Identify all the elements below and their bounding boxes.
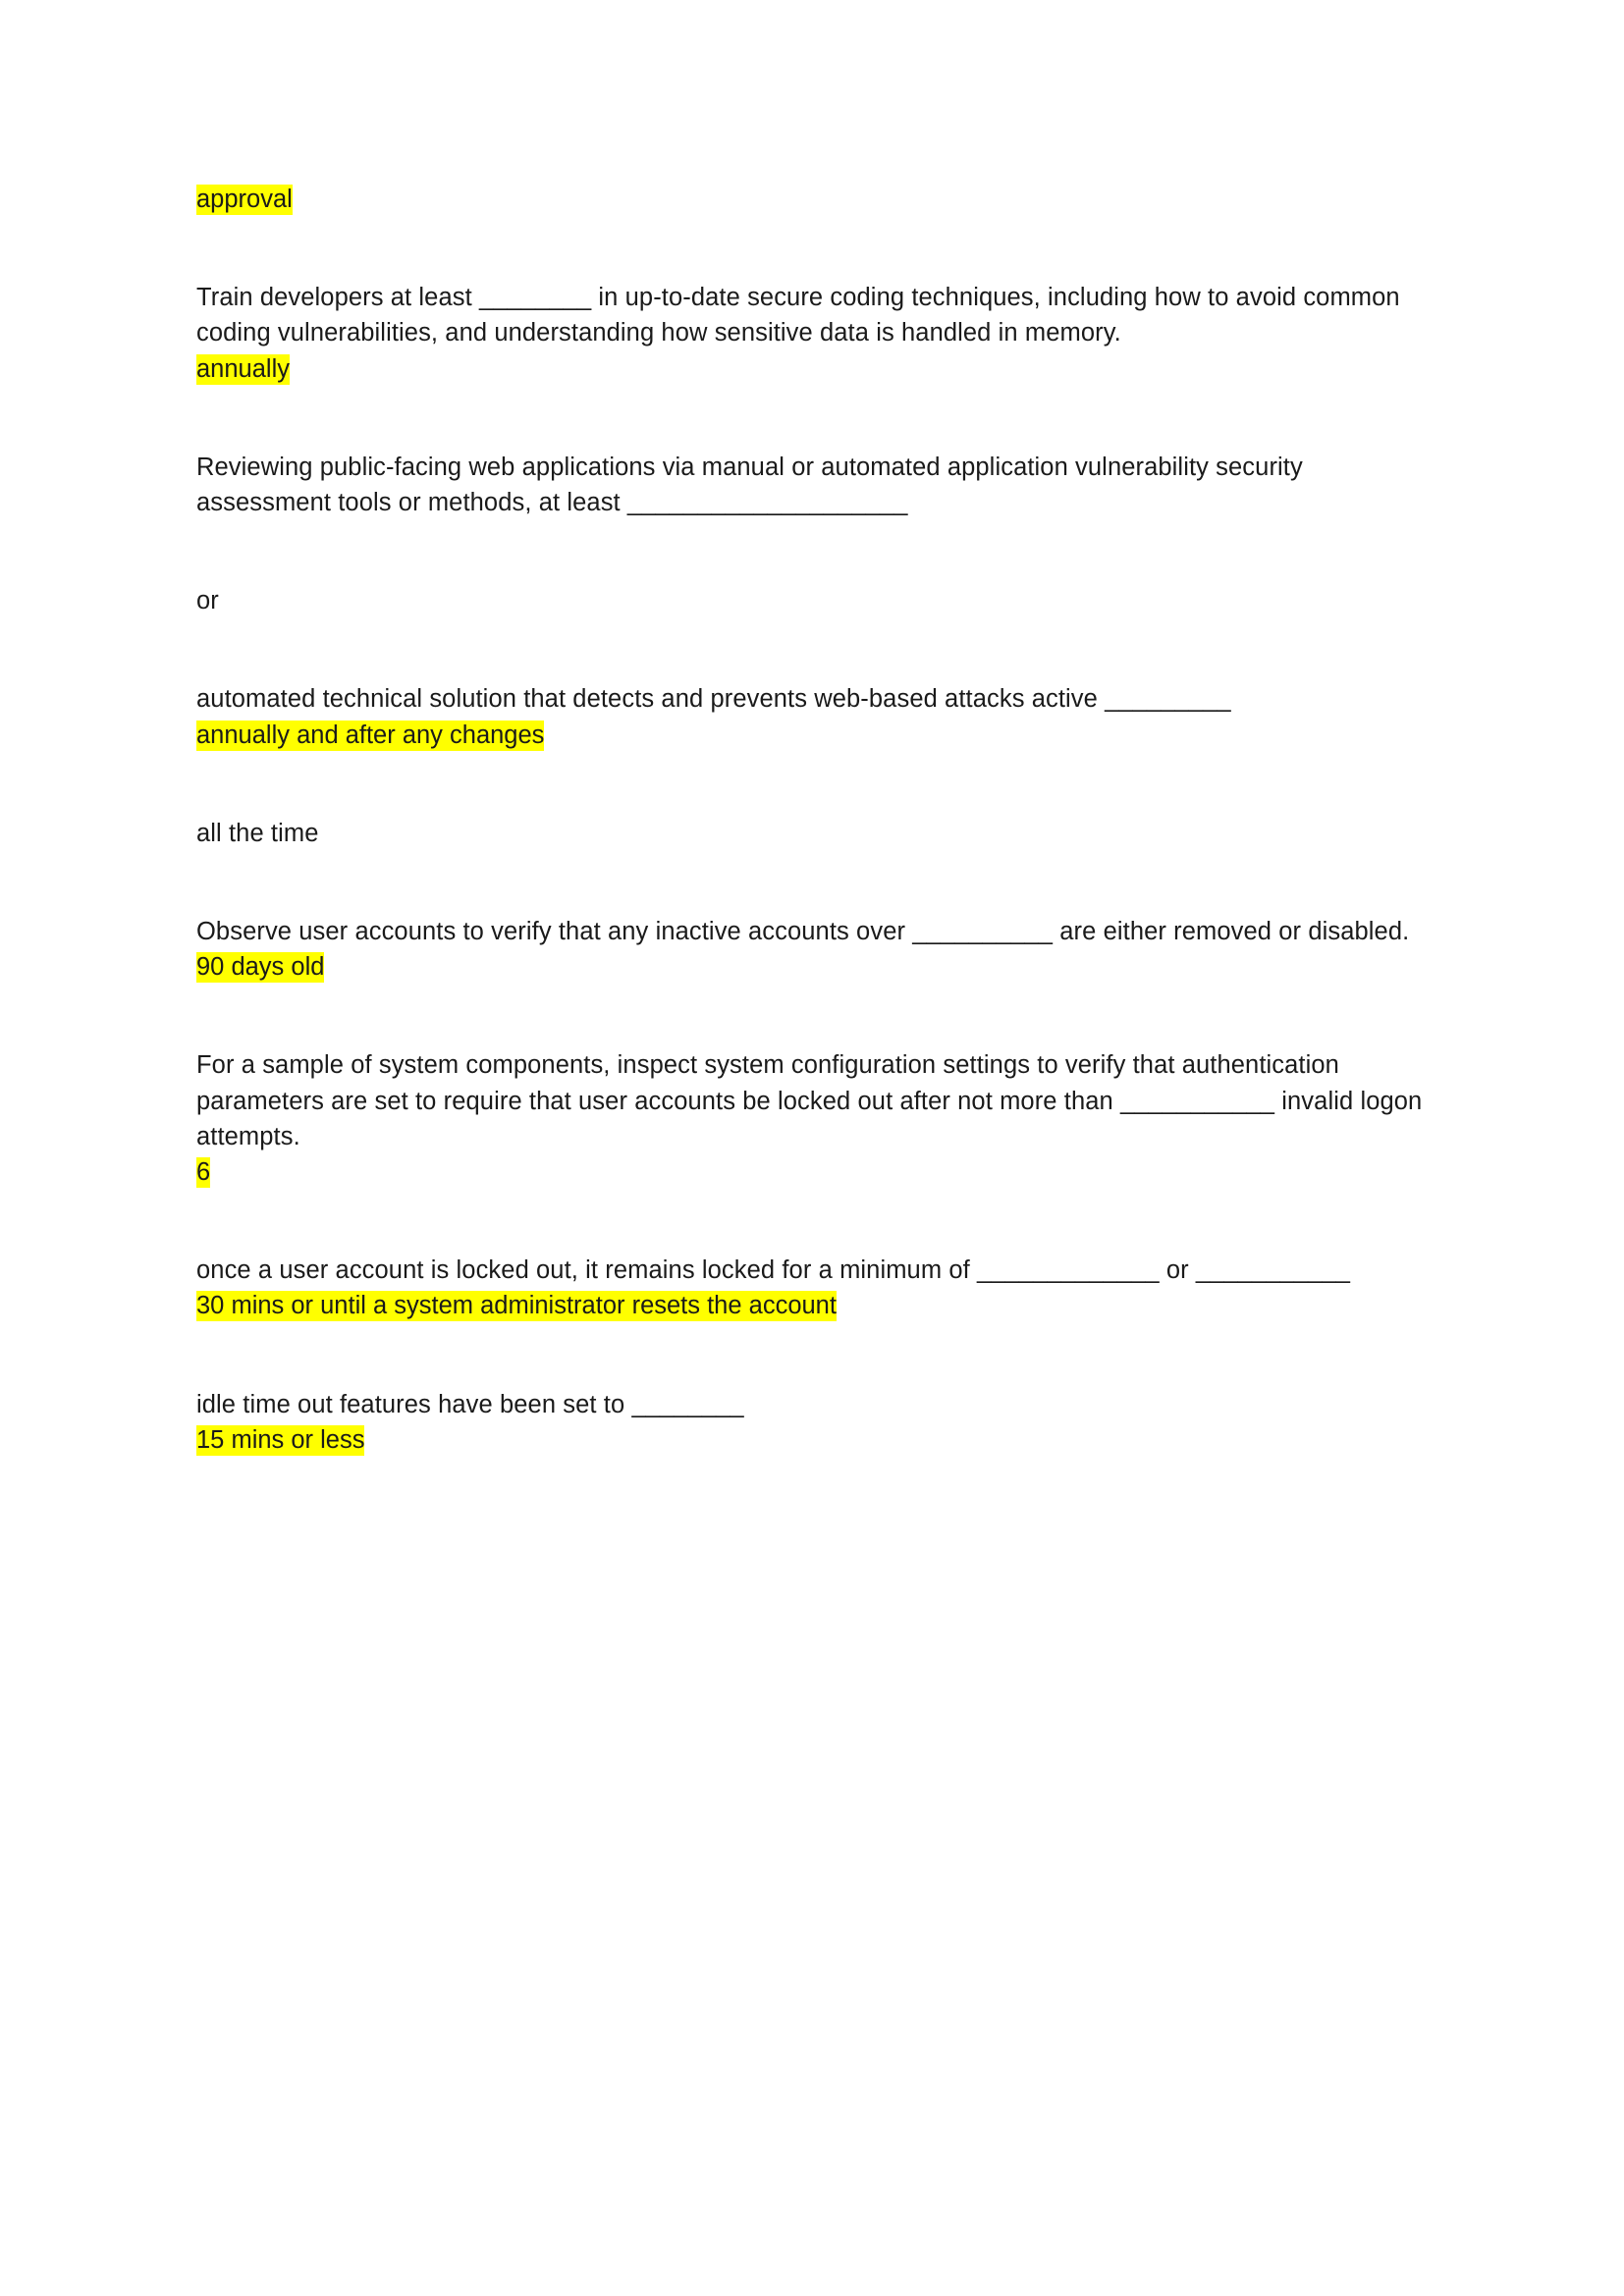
paragraph-spacer bbox=[196, 902, 1429, 914]
answer-text bbox=[196, 1154, 1429, 1190]
paragraph-spacer bbox=[196, 985, 1429, 1036]
highlighted-answer: approval bbox=[196, 186, 293, 213]
paragraph-spacer bbox=[196, 387, 1429, 438]
question-text: once a user account is locked out, it remains locked for a minimum of _____________ or ___________ bbox=[196, 1256, 1351, 1285]
question-text: For a sample of system components, inspect system configuration settings to verify that authentication parameters are set to require that user accounts be locked out after not more than ___________ invalid logon attempts. bbox=[196, 1051, 1423, 1150]
answer-text bbox=[196, 1422, 1429, 1458]
paragraph-spacer bbox=[196, 571, 1429, 583]
paragraph-spacer bbox=[196, 217, 1429, 268]
answer-text bbox=[196, 1288, 1429, 1323]
paragraph-spacer bbox=[196, 669, 1429, 681]
paragraph-spacer bbox=[196, 520, 1429, 571]
paragraph-spacer bbox=[196, 1241, 1429, 1253]
paragraph-spacer bbox=[196, 1375, 1429, 1387]
highlighted-answer: 30 mins or until a system administrator resets the account bbox=[196, 1292, 837, 1320]
question-text: idle time out features have been set to ________ bbox=[196, 1390, 744, 1418]
document-body bbox=[196, 182, 1429, 1458]
paragraph-spacer bbox=[196, 753, 1429, 804]
answer-text bbox=[196, 182, 1429, 217]
question-text: Train developers at least ________ in up-to-date secure coding techniques, including how to avoid common coding vulnerabilities, and understanding how sensitive data is handled in memory. bbox=[196, 284, 1400, 347]
question-text: automated technical solution that detects and prevents web-based attacks active _________ bbox=[196, 685, 1231, 714]
answer-text bbox=[196, 949, 1429, 985]
paragraph-spacer bbox=[196, 804, 1429, 816]
highlighted-answer: annually bbox=[196, 354, 290, 383]
highlighted-answer: 15 mins or less bbox=[196, 1425, 365, 1454]
answer-text bbox=[196, 351, 1429, 387]
paragraph-spacer bbox=[196, 851, 1429, 902]
paragraph-spacer bbox=[196, 1190, 1429, 1241]
answer-text bbox=[196, 718, 1429, 753]
paragraph-spacer bbox=[196, 618, 1429, 669]
highlighted-answer: annually and after any changes bbox=[196, 721, 545, 749]
question-text: all the time bbox=[196, 819, 319, 847]
paragraph-spacer bbox=[196, 268, 1429, 280]
paragraph-spacer bbox=[196, 1324, 1429, 1375]
question-text: Observe user accounts to verify that any inactive accounts over __________ are either removed or disabled. bbox=[196, 918, 1410, 946]
highlighted-answer: 6 bbox=[196, 1158, 211, 1187]
paragraph-spacer bbox=[196, 438, 1429, 450]
question-text: or bbox=[196, 587, 219, 615]
paragraph-spacer bbox=[196, 1036, 1429, 1047]
highlighted-answer: 90 days old bbox=[196, 953, 325, 982]
question-text: Reviewing public-facing web applications via manual or automated application vulnerability security assessment tools or methods, at least ____________________ bbox=[196, 453, 1303, 517]
